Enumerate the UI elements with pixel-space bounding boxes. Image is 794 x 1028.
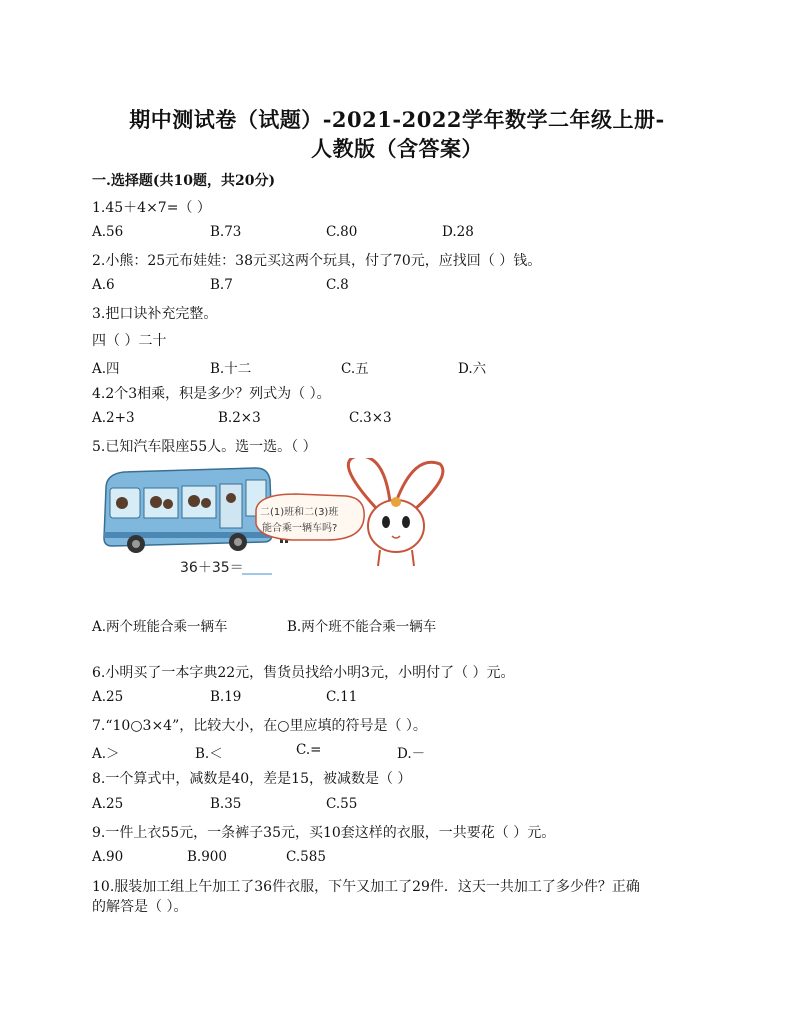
question-3-blank: 四（ ）二十 <box>92 333 167 349</box>
q6-option-c: C.11 <box>326 689 358 705</box>
q4-option-c: C.3×3 <box>349 410 392 426</box>
question-10-stem: 10.服装加工组上午加工了36件衣服，下午又加工了29件．这天一共加工了多少件？正确 <box>92 879 640 895</box>
q1-option-b: B.73 <box>210 224 242 240</box>
q7-option-d: D.－ <box>397 746 426 762</box>
question-4-stem: 4.2个3相乘，积是多少？列式为（ ）。 <box>92 386 331 402</box>
question-3-stem: 3.把口诀补充完整。 <box>92 306 218 322</box>
bus-illustration <box>96 458 456 580</box>
q8-option-a: A.25 <box>92 796 124 812</box>
speech-bubble <box>256 494 364 540</box>
question-6-stem: 6.小明买了一本字典22元，售货员找给小明3元，小明付了（ ）元。 <box>92 665 515 681</box>
question-9-stem: 9.一件上衣55元，一条裤子35元，买10套这样的衣服，一共要花（ ）元。 <box>92 825 556 841</box>
q5-option-b: B.两个班不能合乘一辆车 <box>287 619 437 635</box>
q1-option-a: A.56 <box>92 224 124 240</box>
question-1-stem: 1.45＋4×7=（ ） <box>92 200 211 216</box>
speech-line-2: 能合乘一辆车吗? <box>262 523 338 534</box>
q1-option-c: C.80 <box>326 224 358 240</box>
q7-option-a: A.＞ <box>92 746 120 762</box>
q5-option-a: A.两个班能合乘一辆车 <box>92 619 228 635</box>
q3-option-b: B.十二 <box>210 361 252 377</box>
q2-option-b: B.7 <box>210 277 233 293</box>
q6-option-b: B.19 <box>210 689 242 705</box>
question-5-stem: 5.已知汽车限座55人。选一选。（ ） <box>92 439 317 455</box>
q3-option-a: A.四 <box>92 361 120 377</box>
equation-text: 36＋35＝ <box>180 560 244 576</box>
q2-option-a: A.6 <box>92 277 115 293</box>
q8-option-b: B.35 <box>210 796 242 812</box>
q4-option-a: A.2+3 <box>92 410 135 426</box>
q9-option-c: C.585 <box>286 849 326 865</box>
question-7-stem: 7.“10○3×4”，比较大小，在○里应填的符号是（ ）。 <box>92 718 427 734</box>
q6-option-a: A.25 <box>92 689 124 705</box>
q2-option-c: C.8 <box>326 277 349 293</box>
bus-icon <box>104 468 272 553</box>
speech-line-1: 二(1)班和二(3)班 <box>260 507 339 518</box>
question-10-stem-continued: 的解答是（ ）。 <box>92 899 188 915</box>
q8-option-c: C.55 <box>326 796 358 812</box>
q3-option-d: D.六 <box>458 361 487 377</box>
q1-option-d: D.28 <box>442 224 474 240</box>
page-title-line-1: 期中测试卷（试题）-2021-2022学年数学二年级上册- <box>129 107 665 132</box>
q7-option-b: B.＜ <box>195 746 223 762</box>
q3-option-c: C.五 <box>341 361 369 377</box>
section-heading: 一.选择题(共10题，共20分) <box>92 173 276 189</box>
page-title-line-2: 人教版（含答案） <box>311 136 483 161</box>
q7-option-c: C.= <box>296 742 322 758</box>
q9-option-b: B.900 <box>187 849 227 865</box>
question-8-stem: 8.一个算式中，减数是40，差是15，被减数是（ ） <box>92 771 412 787</box>
q9-option-a: A.90 <box>92 849 124 865</box>
q4-option-b: B.2×3 <box>218 410 261 426</box>
question-2-stem: 2.小熊：25元布娃娃：38元买这两个玩具，付了70元，应找回（ ）钱。 <box>92 253 542 269</box>
